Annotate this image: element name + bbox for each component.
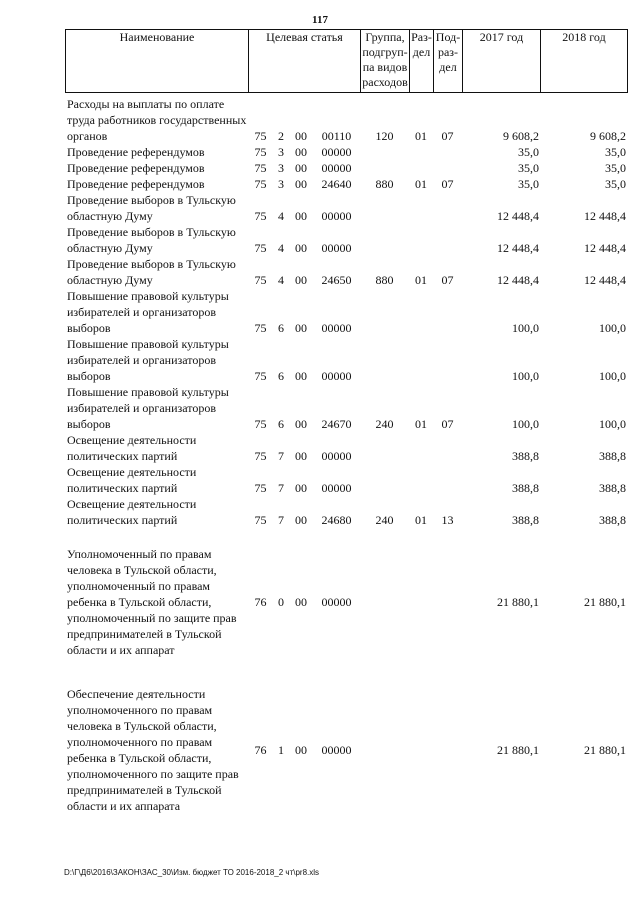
target-code-2: 0	[278, 595, 284, 609]
row-name: Проведение выборов в Тульскую областную Думу	[67, 257, 236, 287]
target-code-3: 00	[295, 145, 307, 159]
target-code-3: 00	[295, 273, 307, 287]
amount-2017: 12 448,4	[497, 273, 539, 287]
table-row	[65, 528, 627, 676]
section: 01	[415, 513, 427, 527]
row-name: Уполномоченный по правам человека в Тульской области, уполномоченный по правам ребенка в Тульской области, уполномоченный по защите прав предпринимателей в Тульской области и их аппарат	[67, 547, 237, 657]
row-name: Повышение правовой культуры избирателей и организаторов выборов	[67, 385, 229, 431]
table-row	[65, 676, 627, 824]
table-row	[65, 384, 627, 432]
row-name: Освещение деятельности политических партий	[67, 465, 197, 495]
section	[409, 528, 433, 676]
subsection	[433, 432, 462, 464]
amount-2017: 35,0	[518, 161, 539, 175]
amount-2018: 35,0	[605, 177, 626, 191]
target-code-4: 00000	[321, 161, 352, 175]
section	[409, 336, 433, 384]
subsection: 07	[441, 129, 454, 143]
amount-2018: 12 448,4	[584, 241, 626, 255]
target-code-4: 00000	[321, 241, 352, 255]
target-code-1: 75	[254, 417, 267, 431]
row-name: Расходы на выплаты по оплате труда работников государственных органов	[67, 97, 247, 143]
section	[409, 432, 433, 464]
amount-2018: 388,8	[599, 481, 626, 495]
section	[409, 144, 433, 160]
header-subsection: Под- раз- дел	[434, 30, 463, 93]
target-code-2: 4	[278, 241, 284, 255]
amount-2018: 21 880,1	[584, 595, 626, 609]
target-code-1: 75	[254, 369, 267, 383]
section	[409, 288, 433, 336]
target-code-4: 00110	[321, 129, 352, 143]
subsection	[433, 224, 462, 256]
target-code-3: 00	[295, 129, 307, 143]
row-name: Проведение референдумов	[67, 177, 205, 191]
target-code-2: 4	[278, 209, 284, 223]
target-code-4: 00000	[321, 321, 352, 335]
section: 01	[415, 177, 427, 191]
header-name: Наименование	[66, 30, 249, 93]
target-code-1: 75	[254, 161, 267, 175]
expense-group	[360, 224, 409, 256]
header-group: Группа, подгруп- па видов расходов	[361, 30, 410, 93]
budget-table	[65, 96, 627, 824]
section: 01	[415, 273, 427, 287]
target-code-2: 3	[278, 177, 284, 191]
row-name: Освещение деятельности политических партий	[67, 497, 197, 527]
expense-group	[360, 192, 409, 224]
expense-group	[360, 160, 409, 176]
subsection	[433, 160, 462, 176]
target-code-3: 00	[295, 743, 307, 757]
expense-group: 880	[375, 177, 394, 191]
row-name: Обеспечение деятельности уполномоченного по правам человека в Тульской области, уполномоченного по правам ребенка в Тульской области, уполномоченного по защите прав предпринимателей в Тульской области и их аппарата	[67, 687, 239, 813]
row-name: Проведение референдумов	[67, 161, 205, 175]
subsection: 07	[441, 417, 454, 431]
target-code-4: 24650	[321, 273, 352, 287]
subsection: 13	[441, 513, 454, 527]
subsection	[433, 144, 462, 160]
section	[409, 676, 433, 824]
subsection	[433, 528, 462, 676]
expense-group: 880	[375, 273, 394, 287]
file-path-footer: D:\Г\Д6\2016\ЗАКОН\ЗАС_30\Изм. бюджет ТО 2016-2018_2 чт\pr8.xls	[64, 868, 320, 877]
target-code-3: 00	[295, 417, 307, 431]
target-code-1: 75	[254, 481, 267, 495]
target-code-3: 00	[295, 177, 307, 191]
target-code-1: 76	[254, 595, 267, 609]
amount-2017: 100,0	[512, 369, 539, 383]
target-code-4: 00000	[321, 145, 352, 159]
target-code-2: 6	[278, 321, 284, 335]
row-name: Повышение правовой культуры избирателей и организаторов выборов	[67, 289, 229, 335]
amount-2017: 35,0	[518, 145, 539, 159]
target-code-2: 6	[278, 369, 284, 383]
subsection	[433, 464, 462, 496]
target-code-2: 7	[278, 481, 284, 495]
amount-2017: 35,0	[518, 177, 539, 191]
target-code-4: 00000	[321, 209, 352, 223]
target-code-2: 7	[278, 449, 284, 463]
target-code-2: 3	[278, 161, 284, 175]
subsection	[433, 192, 462, 224]
target-code-3: 00	[295, 449, 307, 463]
header-2017: 2017 год	[463, 30, 541, 93]
amount-2018: 388,8	[599, 449, 626, 463]
target-code-2: 3	[278, 145, 284, 159]
target-code-1: 75	[254, 177, 267, 191]
amount-2018: 21 880,1	[584, 743, 626, 757]
target-code-2: 1	[278, 743, 284, 757]
target-code-4: 00000	[321, 449, 352, 463]
table-row	[65, 336, 627, 384]
target-code-2: 2	[278, 129, 284, 143]
amount-2017: 388,8	[512, 513, 539, 527]
amount-2018: 12 448,4	[584, 209, 626, 223]
table-row	[65, 176, 627, 192]
target-code-1: 75	[254, 129, 267, 143]
row-name: Проведение референдумов	[67, 145, 205, 159]
amount-2017: 12 448,4	[497, 241, 539, 255]
amount-2018: 35,0	[605, 145, 626, 159]
target-code-3: 00	[295, 209, 307, 223]
amount-2017: 100,0	[512, 321, 539, 335]
target-code-2: 4	[278, 273, 284, 287]
target-code-3: 00	[295, 241, 307, 255]
target-code-4: 00000	[321, 743, 352, 757]
target-code-2: 7	[278, 513, 284, 527]
table-row	[65, 160, 627, 176]
target-code-3: 00	[295, 595, 307, 609]
section	[409, 464, 433, 496]
expense-group: 240	[375, 513, 394, 527]
subsection: 07	[441, 273, 454, 287]
section: 01	[415, 417, 427, 431]
target-code-4: 24640	[321, 177, 352, 191]
target-code-1: 75	[254, 321, 267, 335]
amount-2018: 100,0	[599, 417, 626, 431]
table-row	[65, 96, 627, 144]
header-section: Раз- дел	[410, 30, 434, 93]
amount-2017: 21 880,1	[497, 595, 539, 609]
table-row	[65, 464, 627, 496]
target-code-1: 76	[254, 743, 267, 757]
amount-2018: 9 608,2	[590, 129, 626, 143]
section: 01	[415, 129, 427, 143]
amount-2017: 388,8	[512, 481, 539, 495]
expense-group	[360, 464, 409, 496]
target-code-1: 75	[254, 241, 267, 255]
target-code-1: 75	[254, 449, 267, 463]
amount-2017: 21 880,1	[497, 743, 539, 757]
table-header	[65, 29, 628, 93]
target-code-4: 00000	[321, 369, 352, 383]
amount-2017: 9 608,2	[503, 129, 539, 143]
target-code-3: 00	[295, 321, 307, 335]
expense-group	[360, 676, 409, 824]
target-code-1: 75	[254, 513, 267, 527]
expense-group: 240	[375, 417, 394, 431]
expense-group: 120	[375, 129, 394, 143]
header-target: Целевая статья	[249, 30, 361, 93]
subsection	[433, 336, 462, 384]
expense-group	[360, 432, 409, 464]
expense-group	[360, 288, 409, 336]
amount-2018: 35,0	[605, 161, 626, 175]
expense-group	[360, 144, 409, 160]
row-name: Повышение правовой культуры избирателей и организаторов выборов	[67, 337, 229, 383]
section	[409, 160, 433, 176]
row-name: Проведение выборов в Тульскую областную Думу	[67, 193, 236, 223]
section	[409, 192, 433, 224]
row-name: Освещение деятельности политических партий	[67, 433, 197, 463]
subsection	[433, 288, 462, 336]
amount-2017: 12 448,4	[497, 209, 539, 223]
expense-group	[360, 528, 409, 676]
target-code-1: 75	[254, 209, 267, 223]
table-row	[65, 224, 627, 256]
table-row	[65, 144, 627, 160]
target-code-3: 00	[295, 513, 307, 527]
section	[409, 224, 433, 256]
page-number: 117	[312, 14, 328, 26]
table-row	[65, 192, 627, 224]
expense-group	[360, 336, 409, 384]
amount-2018: 100,0	[599, 321, 626, 335]
amount-2018: 12 448,4	[584, 273, 626, 287]
target-code-2: 6	[278, 417, 284, 431]
table-row	[65, 256, 627, 288]
table-row	[65, 288, 627, 336]
row-name: Проведение выборов в Тульскую областную Думу	[67, 225, 236, 255]
target-code-3: 00	[295, 369, 307, 383]
target-code-1: 75	[254, 273, 267, 287]
target-code-4: 00000	[321, 481, 352, 495]
amount-2018: 388,8	[599, 513, 626, 527]
table-row	[65, 432, 627, 464]
target-code-3: 00	[295, 161, 307, 175]
table-row	[65, 496, 627, 528]
target-code-4: 24670	[321, 417, 352, 431]
subsection	[433, 676, 462, 824]
header-2018: 2018 год	[541, 30, 628, 93]
target-code-4: 00000	[321, 595, 352, 609]
amount-2017: 388,8	[512, 449, 539, 463]
subsection: 07	[441, 177, 454, 191]
target-code-1: 75	[254, 145, 267, 159]
target-code-3: 00	[295, 481, 307, 495]
target-code-4: 24680	[321, 513, 352, 527]
amount-2018: 100,0	[599, 369, 626, 383]
amount-2017: 100,0	[512, 417, 539, 431]
